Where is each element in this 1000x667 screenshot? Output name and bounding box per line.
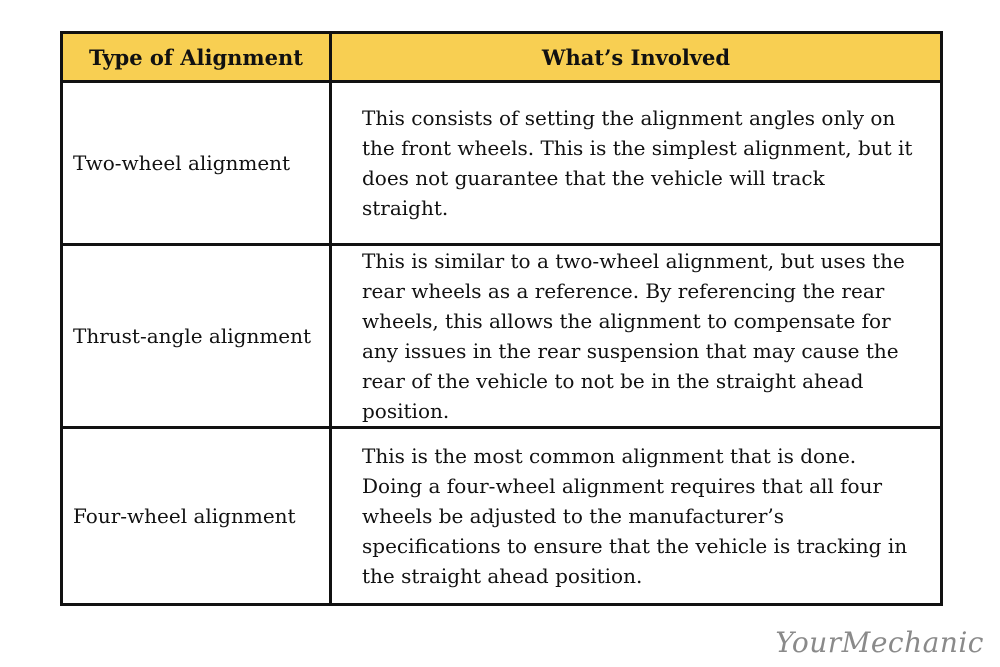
header-type-of-alignment: Type of Alignment xyxy=(62,33,331,82)
alignment-description-cell: This consists of setting the alignment angles only on the front wheels. This is the simplest alignment, but it does not guarantee that the vehicle will track straight. xyxy=(331,82,942,245)
yourmechanic-watermark-logo: YourMechanic xyxy=(775,626,984,659)
table-row xyxy=(62,82,942,245)
alignment-type-cell: Two-wheel alignment xyxy=(62,82,331,245)
table-header-row xyxy=(62,33,942,82)
alignment-description-cell: This is similar to a two-wheel alignment, but uses the rear wheels as a reference. By referencing the rear wheels, this allows the alignment to compensate for any issues in the rear suspension that may cause the rear of the vehicle to not be in the straight ahead position. xyxy=(331,245,942,428)
alignment-type-cell: Thrust-angle alignment xyxy=(62,245,331,428)
alignment-description-cell: This is the most common alignment that is done. Doing a four-wheel alignment requires that all four wheels be adjusted to the manufacturer’s specifications to ensure that the vehicle is tracking in the straight ahead position. xyxy=(331,428,942,605)
table-row xyxy=(62,428,942,605)
alignment-table-container xyxy=(60,31,940,606)
header-whats-involved: What’s Involved xyxy=(331,33,942,82)
alignment-table xyxy=(60,31,943,606)
alignment-type-cell: Four-wheel alignment xyxy=(62,428,331,605)
table-row xyxy=(62,245,942,428)
